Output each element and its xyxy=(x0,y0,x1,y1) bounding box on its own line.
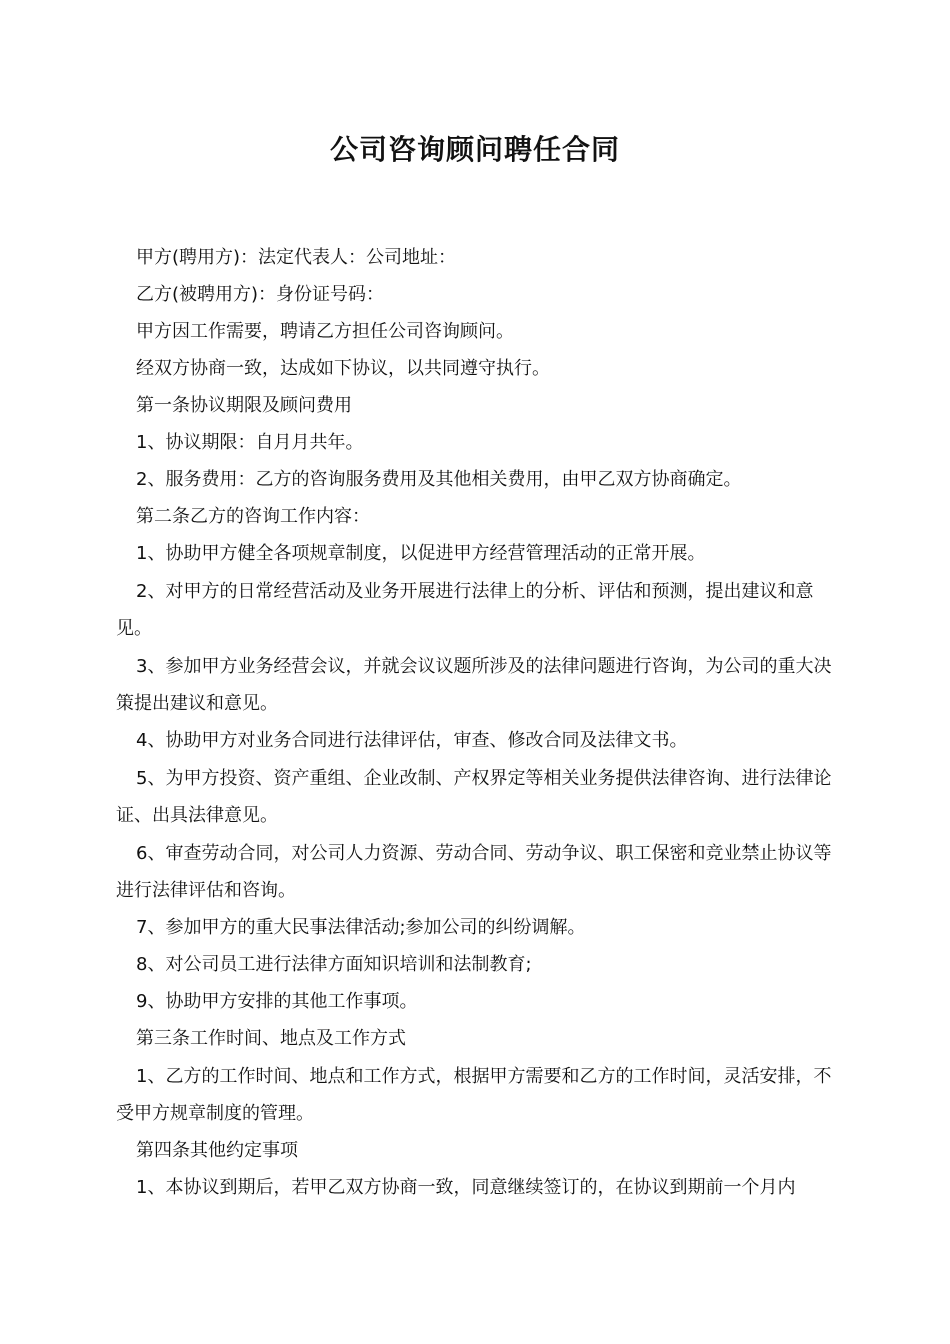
article-2-item-6: 6、审查劳动合同，对公司人力资源、劳动合同、劳动争议、职工保密和竞业禁止协议等进行法律评估和咨询。 xyxy=(116,843,832,901)
paragraph-party-b: 乙方(被聘用方)：身份证号码： xyxy=(136,284,385,305)
document-body xyxy=(116,245,840,1212)
article-2-heading: 第二条乙方的咨询工作内容： xyxy=(136,506,370,527)
article-1-item-2: 2、服务费用：乙方的咨询服务费用及其他相关费用，由甲乙双方协商确定。 xyxy=(136,469,742,490)
paragraph-agreement: 经双方协商一致，达成如下协议，以共同遵守执行。 xyxy=(136,358,550,379)
article-2-item-9: 9、协助甲方安排的其他工作事项。 xyxy=(136,991,418,1012)
article-4-item-1: 1、本协议到期后，若甲乙双方协商一致，同意继续签订的，在协议到期前一个月内 xyxy=(136,1177,796,1198)
paragraph-party-a: 甲方(聘用方)：法定代表人：公司地址： xyxy=(136,247,457,268)
article-1-heading: 第一条协议期限及顾问费用 xyxy=(136,395,352,416)
article-2-item-5: 5、为甲方投资、资产重组、企业改制、产权界定等相关业务提供法律咨询、进行法律论证、出具法律意见。 xyxy=(116,768,832,826)
article-2-item-8: 8、对公司员工进行法律方面知识培训和法制教育; xyxy=(136,954,532,975)
article-2-item-4: 4、协助甲方对业务合同进行法律评估，审查、修改合同及法律文书。 xyxy=(136,730,688,751)
article-1-item-1: 1、协议期限：自月月共年。 xyxy=(136,432,364,453)
paragraph-purpose: 甲方因工作需要，聘请乙方担任公司咨询顾问。 xyxy=(136,321,514,342)
article-2-item-3: 3、参加甲方业务经营会议，并就会议议题所涉及的法律问题进行咨询，为公司的重大决策提出建议和意见。 xyxy=(116,656,832,714)
article-3-item-1: 1、乙方的工作时间、地点和工作方式，根据甲方需要和乙方的工作时间，灵活安排，不受甲方规章制度的管理。 xyxy=(116,1066,832,1124)
article-2-item-2: 2、对甲方的日常经营活动及业务开展进行法律上的分析、评估和预测，提出建议和意见。 xyxy=(116,581,814,639)
article-4-heading: 第四条其他约定事项 xyxy=(136,1140,298,1161)
document-title: 公司咨询顾问聘任合同 xyxy=(329,133,620,166)
article-2-item-7: 7、参加甲方的重大民事法律活动;参加公司的纠纷调解。 xyxy=(136,917,586,938)
article-3-heading: 第三条工作时间、地点及工作方式 xyxy=(136,1028,406,1049)
article-2-item-1: 1、协助甲方健全各项规章制度，以促进甲方经营管理活动的正常开展。 xyxy=(136,543,706,564)
